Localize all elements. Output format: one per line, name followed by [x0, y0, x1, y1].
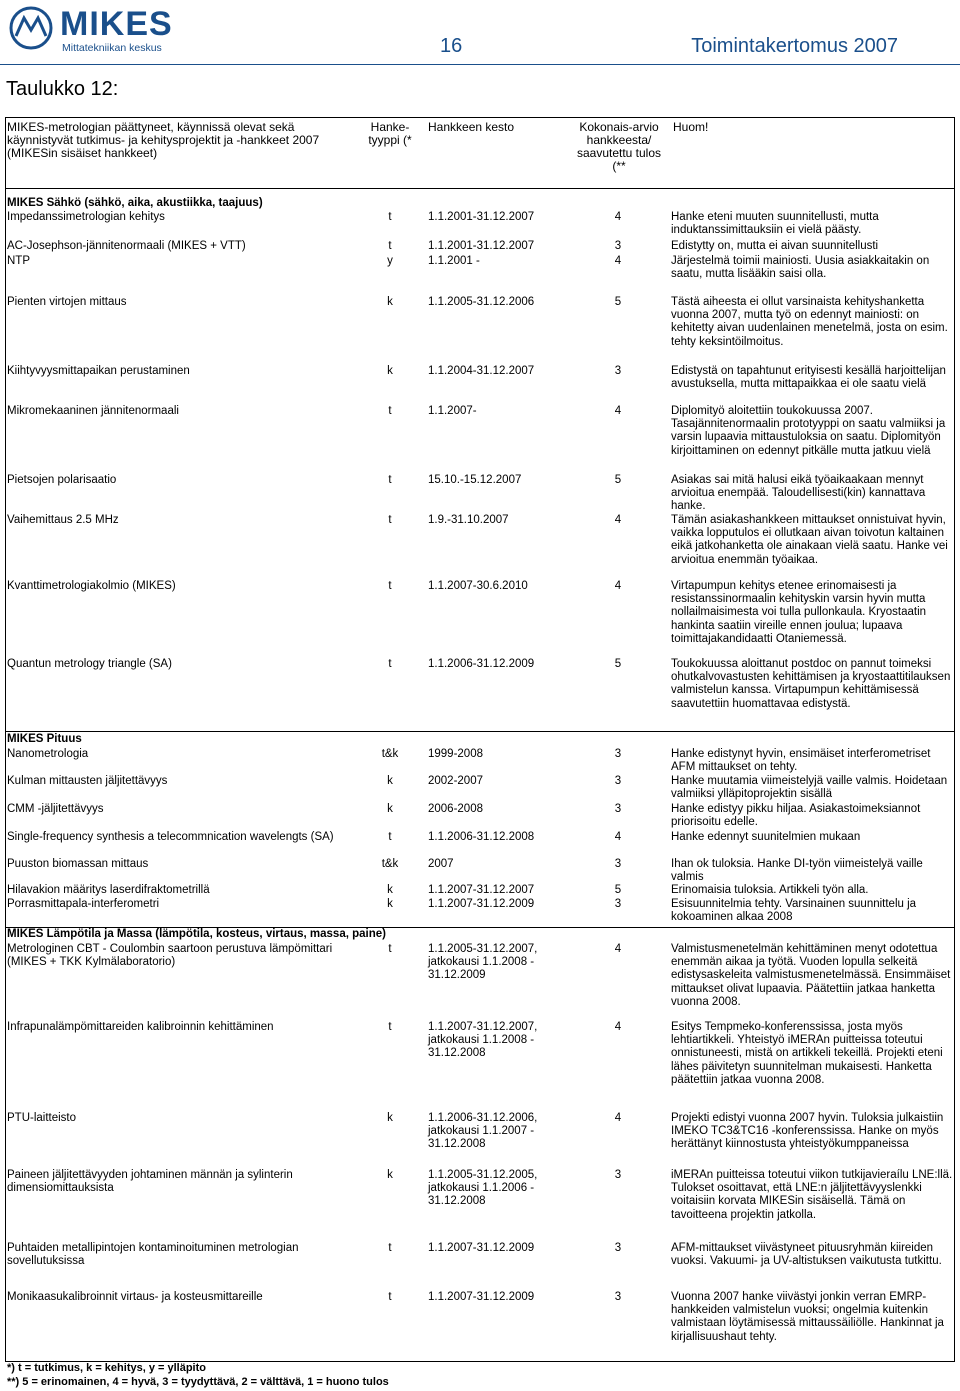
cell-type: t — [388, 1242, 392, 1254]
cell-duration: 2007 — [428, 858, 454, 870]
cell-notes: Hanke edistyy pikku hiljaa. Asiakastoimeksiannot priorisoitu edelle. — [671, 803, 921, 829]
cell-rating: 3 — [614, 858, 622, 870]
cell-duration: 1.9.-31.10.2007 — [428, 514, 509, 526]
mikes-logo — [8, 4, 198, 54]
cell-type: t — [388, 1021, 392, 1033]
cell-project: Quantun metrology triangle (SA) — [7, 658, 172, 670]
cell-rating: 3 — [614, 748, 622, 760]
cell-notes: Toukokuussa aloittanut postdoc on pannut toimeksi ohutkalvovastusten kehittämisen ja kryostaattitilauksen valmistelun kanssa. Virtapumpun kehittämisessä saavutettiin huomattavaa edistystä. — [671, 658, 951, 710]
cell-project: Pienten virtojen mittaus — [7, 296, 127, 308]
page-number: 16 — [440, 35, 463, 57]
col-header-duration: Hankkeen kesto — [428, 120, 515, 134]
cell-rating: 4 — [614, 580, 622, 592]
cell-type: t&k — [381, 748, 399, 760]
cell-duration: 1.1.2007-31.12.2007, jatkokausi 1.1.2008 - 31.12.2008 — [428, 1021, 538, 1060]
logo-subtitle: Mittatekniikan keskus — [62, 42, 162, 54]
cell-duration: 2002-2007 — [428, 775, 483, 787]
cell-duration: 1.1.2006-31.12.2009 — [428, 658, 535, 670]
cell-duration: 1.1.2005-31.12.2006 — [428, 296, 535, 308]
cell-duration: 1.1.2001-31.12.2007 — [428, 211, 535, 223]
cell-notes: Asiakas sai mitä halusi eikä työaikaakaan mennyt arvioitua enempää. Taloudellisesti(kin) kannattava hanke. — [671, 474, 926, 513]
cell-project: Nanometrologia — [7, 748, 89, 760]
cell-notes: Järjestelmä toimii mainiosti. Uusia asiakkaitakin on saatu, mutta lisääkin saisi olla. — [671, 255, 930, 281]
cell-type: t&k — [381, 858, 399, 870]
cell-duration: 1.1.2005-31.12.2007, jatkokausi 1.1.2008 - 31.12.2009 — [428, 943, 538, 982]
footnote-type: *) t = tutkimus, k = kehitys, y = ylläpito — [7, 1362, 206, 1374]
cell-rating: 3 — [614, 240, 622, 252]
cell-project: Vaihemittaus 2.5 MHz — [7, 514, 119, 526]
cell-duration: 1.1.2005-31.12.2005, jatkokausi 1.1.2006 - 31.12.2008 — [428, 1169, 538, 1208]
cell-rating: 4 — [614, 1112, 622, 1124]
cell-notes: Esitys Tempmeko-konferenssissa, josta myös lehtiartikkeli. Yhteistyö iMERAn puitteissa toteutui onnistuneesti, mistä on artikkeli tekeillä. Projekti eteni lähes päivitetyn suunnitelman mukaisesti. Hanketta päätettiin jatkaa vuonna 2008. — [671, 1021, 943, 1086]
cell-project: PTU-laitteisto — [7, 1112, 77, 1124]
cell-duration: 1.1.2001-31.12.2007 — [428, 240, 535, 252]
col-header-project: MIKES-metrologian päättyneet, käynnissä olevat sekä käynnistyvät tutkimus- ja kehitysprojektit ja -hankkeet 2007 (MIKESin sisäiset hankkeet) — [7, 120, 320, 160]
cell-duration: 1.1.2007- — [428, 405, 477, 417]
cell-project: Single-frequency synthesis a telecommnication wavelengts (SA) — [7, 831, 334, 843]
cell-project: Paineen jäljitettävyyden johtaminen männän ja sylinterin dimensiomittauksista — [7, 1169, 293, 1195]
cell-rating: 5 — [614, 658, 622, 670]
cell-notes: AFM-mittaukset viivästyneet pituusryhmän kiireiden vuoksi. Vakuumi- ja UV-altistuksen vaikutusta tutkittu. — [671, 1242, 942, 1268]
cell-notes: Esisuunnitelmia tehty. Varsinainen suunnittelu ja kokoaminen alkaa 2008 — [671, 898, 917, 924]
cell-rating: 3 — [614, 775, 622, 787]
cell-project: Monikaasukalibroinnit virtaus- ja kosteusmittareille — [7, 1291, 263, 1303]
cell-project: Kulman mittausten jäljitettävyys — [7, 775, 168, 787]
col-header-rating: Kokonais-arvio hankkeesta/ saavutettu tulos (** — [576, 120, 662, 173]
cell-rating: 3 — [614, 1242, 622, 1254]
cell-type: y — [387, 255, 393, 267]
section-title: MIKES Lämpötila ja Massa (lämpötila, kosteus, virtaus, massa, paine) — [7, 928, 386, 940]
cell-type: k — [387, 884, 393, 896]
cell-rating: 5 — [614, 884, 622, 896]
cell-rating: 5 — [614, 296, 622, 308]
cell-rating: 5 — [614, 474, 622, 486]
cell-rating: 3 — [614, 1291, 622, 1303]
cell-project: CMM -jäljitettävyys — [7, 803, 104, 815]
cell-duration: 15.10.-15.12.2007 — [428, 474, 522, 486]
cell-duration: 1.1.2006-31.12.2006, jatkokausi 1.1.2007 - 31.12.2008 — [428, 1112, 538, 1151]
cell-type: k — [387, 898, 393, 910]
cell-type: t — [388, 943, 392, 955]
cell-notes: Tämän asiakashankkeen mittaukset onnistuivat hyvin, vaikka lopputulos ei ollutkaan aivan toivotun kaltainen eikä jatkohanketta ole ainakaan vielä saatu. Hanke vei arvioitua enemmän työaikaa. — [671, 514, 948, 566]
cell-type: k — [387, 1112, 393, 1124]
cell-type: t — [388, 474, 392, 486]
cell-notes: iMERAn puitteissa toteutui viikon tutkijavieraílu LNE:llä. Tulokset osoittavat, että LNE:n jäljitettävyyslenkki voitaisiin korvata MIKESin sisäisellä. Tämä on tavoitteena projektin jatkolla. — [671, 1169, 953, 1221]
cell-rating: 4 — [614, 255, 622, 267]
section-title: MIKES Sähkö (sähkö, aika, akustiikka, taajuus) — [7, 197, 263, 209]
cell-project: Porrasmittapala-interferometri — [7, 898, 160, 910]
cell-duration: 1.1.2007-30.6.2010 — [428, 580, 528, 592]
cell-notes: Erinomaisia tuloksia. Artikkeli työn alla. — [671, 884, 869, 896]
cell-duration: 1.1.2004-31.12.2007 — [428, 365, 535, 377]
cell-project: Kvanttimetrologiakolmio (MIKES) — [7, 580, 176, 592]
header-divider — [5, 188, 955, 189]
section-title: MIKES Pituus — [7, 733, 82, 745]
cell-notes: Ihan ok tuloksia. Hanke DI-työn viimeistelyä vaille valmis — [671, 858, 923, 884]
cell-rating: 4 — [614, 514, 622, 526]
cell-project: Hilavakion määritys laserdifraktometrillä — [7, 884, 210, 896]
cell-duration: 1.1.2007-31.12.2009 — [428, 898, 535, 910]
cell-duration: 2006-2008 — [428, 803, 483, 815]
cell-notes: Hanke edistynyt hyvin, ensimäiset interferometriset AFM mittaukset on tehty. — [671, 748, 931, 774]
cell-project: Puhtaiden metallipintojen kontaminoituminen metrologian sovellutuksissa — [7, 1242, 299, 1268]
col-header-notes: Huom! — [673, 120, 709, 134]
cell-project: Mikromekaaninen jännitenormaali — [7, 405, 179, 417]
cell-notes: Edistytty on, mutta ei aivan suunnitellusti — [671, 240, 879, 252]
cell-notes: Hanke muutamia viimeistelyjä vaille valmis. Hoidetaan valmiiksi ylläpitoprojektin sisällä — [671, 775, 948, 801]
cell-type: t — [388, 1291, 392, 1303]
cell-project: AC-Josephson-jännitenormaali (MIKES + VTT) — [7, 240, 246, 252]
cell-notes: Vuonna 2007 hanke viivästyi jonkin verran EMRP-hankkeiden valmistelun vuoksi; ongelmia kuitenkin valmistaan löytämisessä mittaussäiliölle. Hankinnat ja kirjallisuushaut tehty. — [671, 1291, 944, 1343]
header-rule — [0, 64, 960, 65]
cell-notes: Hanke eteni muuten suunnitellusti, mutta induktanssimittauksiin ei vielä päästy. — [671, 211, 879, 237]
cell-type: k — [387, 296, 393, 308]
cell-notes: Valmistusmenetelmän kehittäminen menyt odotettua enemmän aikaa ja työtä. Vuoden lopulla selkeitä edistysaskeleita valmistusmenetelmässä. Ensimmäiset mittaukset olivat lupaavia. Päätettiin jatkaa hanketta vuonna 2008. — [671, 943, 951, 1008]
cell-duration: 1.1.2006-31.12.2008 — [428, 831, 535, 843]
cell-duration: 1.1.2001 - — [428, 255, 480, 267]
cell-type: t — [388, 658, 392, 670]
cell-duration: 1.1.2007-31.12.2007 — [428, 884, 535, 896]
cell-rating: 4 — [614, 211, 622, 223]
section-divider — [5, 731, 955, 732]
logo-name: MIKES — [60, 5, 173, 43]
cell-notes: Hanke edennyt suunitelmien mukaan — [671, 831, 861, 843]
cell-rating: 4 — [614, 405, 622, 417]
cell-project: Metrologinen CBT - Coulombin saartoon perustuva lämpömittari (MIKES + TKK Kylmälaboratorio) — [7, 943, 333, 969]
cell-type: k — [387, 1169, 393, 1181]
cell-type: t — [388, 405, 392, 417]
cell-notes: Edistystä on tapahtunut erityisesti kesällä harjoittelijan avustuksella, mutta mittapaikkaa ei ole saatu vielä — [671, 365, 946, 391]
cell-type: t — [388, 514, 392, 526]
cell-type: t — [388, 211, 392, 223]
cell-type: t — [388, 240, 392, 252]
cell-type: t — [388, 580, 392, 592]
cell-project: Kiihtyvyysmittapaikan perustaminen — [7, 365, 190, 377]
cell-project: Pietsojen polarisaatio — [7, 474, 117, 486]
cell-type: k — [387, 775, 393, 787]
cell-duration: 1.1.2007-31.12.2009 — [428, 1291, 535, 1303]
cell-type: k — [387, 803, 393, 815]
cell-rating: 3 — [614, 365, 622, 377]
cell-project: Infrapunalämpömittareiden kalibroinnin kehittäminen — [7, 1021, 274, 1033]
mikes-logo-icon — [8, 6, 54, 50]
cell-rating: 3 — [614, 898, 622, 910]
cell-rating: 4 — [614, 1021, 622, 1033]
cell-rating: 4 — [614, 943, 622, 955]
footnote-rating: **) 5 = erinomainen, 4 = hyvä, 3 = tyydyttävä, 2 = välttävä, 1 = huono tulos — [7, 1376, 389, 1388]
cell-rating: 3 — [614, 803, 622, 815]
cell-notes: Projekti edistyi vuonna 2007 hyvin. Tuloksia julkaistiin IMEKO TC3&TC16 -konferenssissa. Hanke on myös herättänyt kiinnostusta yhteistyökumppaneissa — [671, 1112, 944, 1151]
cell-project: NTP — [7, 255, 30, 267]
cell-type: k — [387, 365, 393, 377]
cell-project: Impedanssimetrologian kehitys — [7, 211, 165, 223]
cell-notes: Diplomityö aloitettiin toukokuussa 2007. Tasajännitenormaalin prototyyppi on saatu valmiiksi ja varsin lupaavia mittaustuloksia on saatu. Diplomityön kirjoittaminen on edennyt pitkälle mutta jatkuu vielä — [671, 405, 946, 457]
report-title: Toimintakertomus 2007 — [691, 35, 898, 57]
cell-notes: Tästä aiheesta ei ollut varsinaista kehityshanketta vuonna 2007, mutta työ on edennyt mainiosti: on kehitetty aivan uudenlainen menetelmä, josta on esim. tehty keksintöilmoitus. — [671, 296, 948, 348]
cell-rating: 4 — [614, 831, 622, 843]
cell-type: t — [388, 831, 392, 843]
cell-duration: 1.1.2007-31.12.2009 — [428, 1242, 535, 1254]
col-header-type: Hanke-tyyppi (* — [368, 120, 412, 147]
table-caption: Taulukko 12: — [6, 78, 119, 100]
cell-duration: 1999-2008 — [428, 748, 483, 760]
cell-project: Puuston biomassan mittaus — [7, 858, 149, 870]
cell-rating: 3 — [614, 1169, 622, 1181]
cell-notes: Virtapumpun kehitys etenee erinomaisesti ja resistanssinormaalin kehityskin varsin hyvin mutta nollailmaisimesta voi tulla pullonkaula. Kryostaatin hankinta saatiin vireille ennen joulua; lupaava toimittajakandidaatti Otaniemessä. — [671, 580, 927, 645]
